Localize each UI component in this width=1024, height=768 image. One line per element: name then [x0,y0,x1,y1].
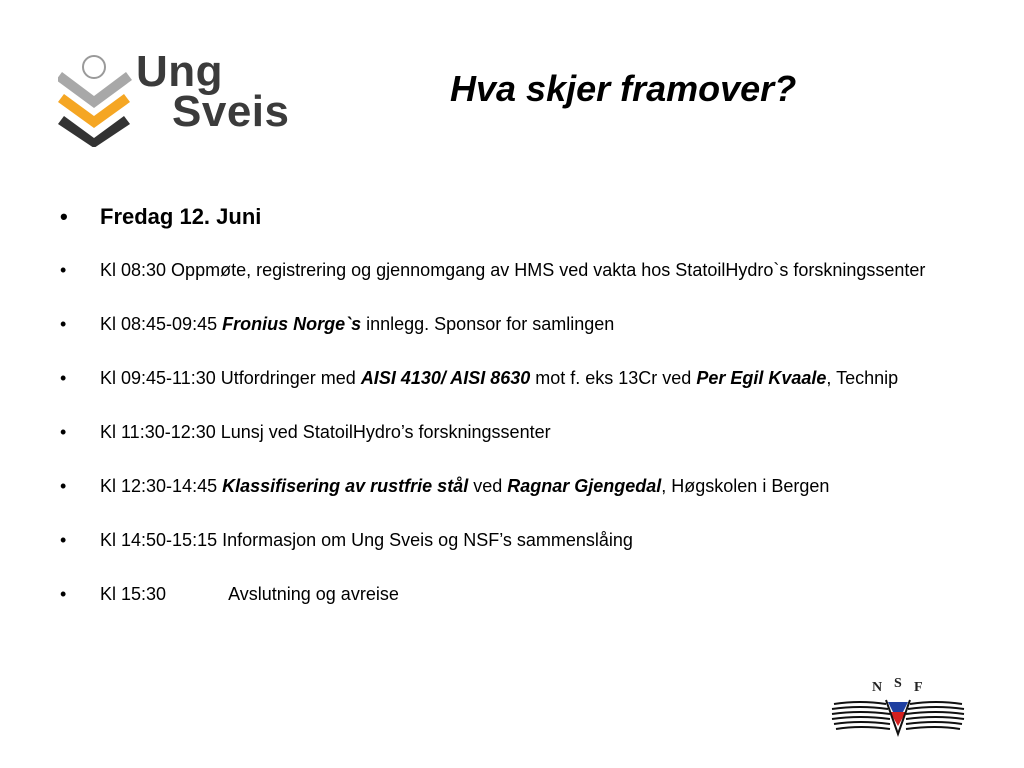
ung-sveis-logo [58,47,308,147]
bullet-icon: • [60,204,68,229]
agenda-item [60,314,960,335]
agenda-item-speaker: Fronius Norge`s [222,314,362,334]
agenda-item [60,584,960,605]
agenda-item [60,422,960,443]
bullet-icon: • [60,530,67,550]
agenda-item [60,368,960,389]
bullet-icon: • [60,584,67,604]
logo-wordmark [136,47,290,136]
agenda-item-speaker: Ragnar Gjengedal [507,476,662,496]
agenda-heading-text: Fredag 12. Juni [100,204,262,229]
agenda-item-topic: AISI 4130/ AISI 8630 [360,368,531,388]
agenda-item-speaker: Per Egil Kvaale [696,368,827,388]
agenda-list [60,200,960,638]
agenda-item-org: , Technip [826,368,899,388]
nsf-letter-s: S [894,676,902,691]
agenda-item-time: Kl 09:45-11:30 Utfordringer med [100,368,361,388]
nsf-emblem-icon [830,676,966,740]
agenda-item [60,530,960,551]
nsf-logo [830,676,966,740]
bullet-icon: • [60,314,67,334]
agenda-item-topic: Klassifisering av rustfrie stål [222,476,469,496]
agenda-heading [60,200,960,234]
logo-text-sveis: Sveis [172,87,290,136]
slide-title: Hva skjer framover? [450,68,797,109]
agenda-item [60,476,960,497]
agenda-item-text: Kl 14:50-15:15 Informasjon om Ung Sveis og NSF’s sammenslåing [100,530,633,550]
agenda-item-org: , Høgskolen i Bergen [661,476,830,496]
agenda-item-text: Avslutning og avreise [228,584,399,604]
agenda-item-time: Kl 15:30 [100,584,167,604]
agenda-item-time: Kl 08:45-09:45 [100,314,223,334]
nsf-letter-n: N [872,680,883,695]
logo-text-ung: Ung [136,47,224,96]
nsf-letter-f: F [914,680,923,695]
agenda-item-text: mot f. eks 13Cr ved [530,368,697,388]
bullet-icon: • [60,260,67,280]
agenda-item-text: innlegg. Sponsor for samlingen [361,314,615,334]
agenda-item-text: Kl 11:30-12:30 Lunsj ved StatoilHydro’s forskningssenter [100,422,551,442]
bullet-icon: • [60,422,67,442]
agenda-item-text: Kl 08:30 Oppmøte, registrering og gjennomgang av HMS ved vakta hos StatoilHydro`s forskningssenter [100,260,926,280]
bullet-icon: • [60,476,67,496]
agenda-item-text: ved [468,476,508,496]
agenda-item [60,260,960,281]
bullet-icon: • [60,368,67,388]
chevron-logo-icon [58,52,138,147]
agenda-item-time: Kl 12:30-14:45 [100,476,223,496]
